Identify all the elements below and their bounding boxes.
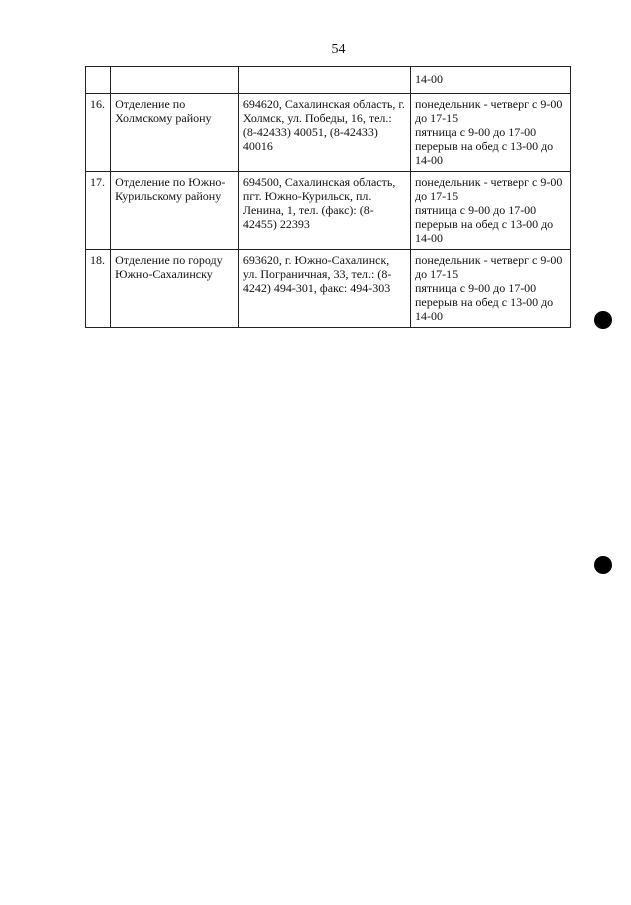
cell-working-hours <box>410 250 570 328</box>
hours-text: понедельник - четверг с 9-00 до 17-15 пятница с 9-00 до 17-00 перерыв на обед с 13-00 до 14-00 <box>414 175 563 245</box>
cell-address <box>238 67 410 94</box>
table-row <box>86 94 571 172</box>
cell-address: 693620, г. Южно-Сахалинск, ул. Пограничная, 33, тел.: (8-4242) 494-301, факс: 494-303 <box>238 250 410 328</box>
punch-hole-mark <box>594 311 612 329</box>
cell-working-hours <box>410 67 570 94</box>
cell-working-hours <box>410 94 570 172</box>
punch-hole-mark <box>594 556 612 574</box>
table-row <box>86 250 571 328</box>
cell-working-hours <box>410 172 570 250</box>
cell-office-name: Отделение по Холмскому району <box>111 94 239 172</box>
hours-text: 14-00 <box>414 72 443 86</box>
branch-offices-table <box>85 66 571 328</box>
cell-office-name: Отделение по Южно-Курильскому району <box>111 172 239 250</box>
cell-office-name <box>111 67 239 94</box>
page-number: 54 <box>331 42 346 57</box>
cell-office-name: Отделение по городу Южно-Сахалинску <box>111 250 239 328</box>
table-row-continuation <box>86 67 571 94</box>
hours-text: понедельник - четверг с 9-00 до 17-15 пятница с 9-00 до 17-00 перерыв на обед с 13-00 до 14-00 <box>414 97 563 167</box>
table-row <box>86 172 571 250</box>
cell-address: 694620, Сахалинская область, г. Холмск, ул. Победы, 16, тел.: (8-42433) 40051, (8-42433) 40016 <box>238 94 410 172</box>
cell-number: 18. <box>86 250 111 328</box>
cell-number <box>86 67 111 94</box>
cell-number: 16. <box>86 94 111 172</box>
hours-text: понедельник - четверг с 9-00 до 17-15 пятница с 9-00 до 17-00 перерыв на обед с 13-00 до 14-00 <box>414 253 563 323</box>
cell-address: 694500, Сахалинская область, пгт. Южно-Курильск, пл. Ленина, 1, тел. (факс): (8-42455) 22393 <box>238 172 410 250</box>
cell-number: 17. <box>86 172 111 250</box>
